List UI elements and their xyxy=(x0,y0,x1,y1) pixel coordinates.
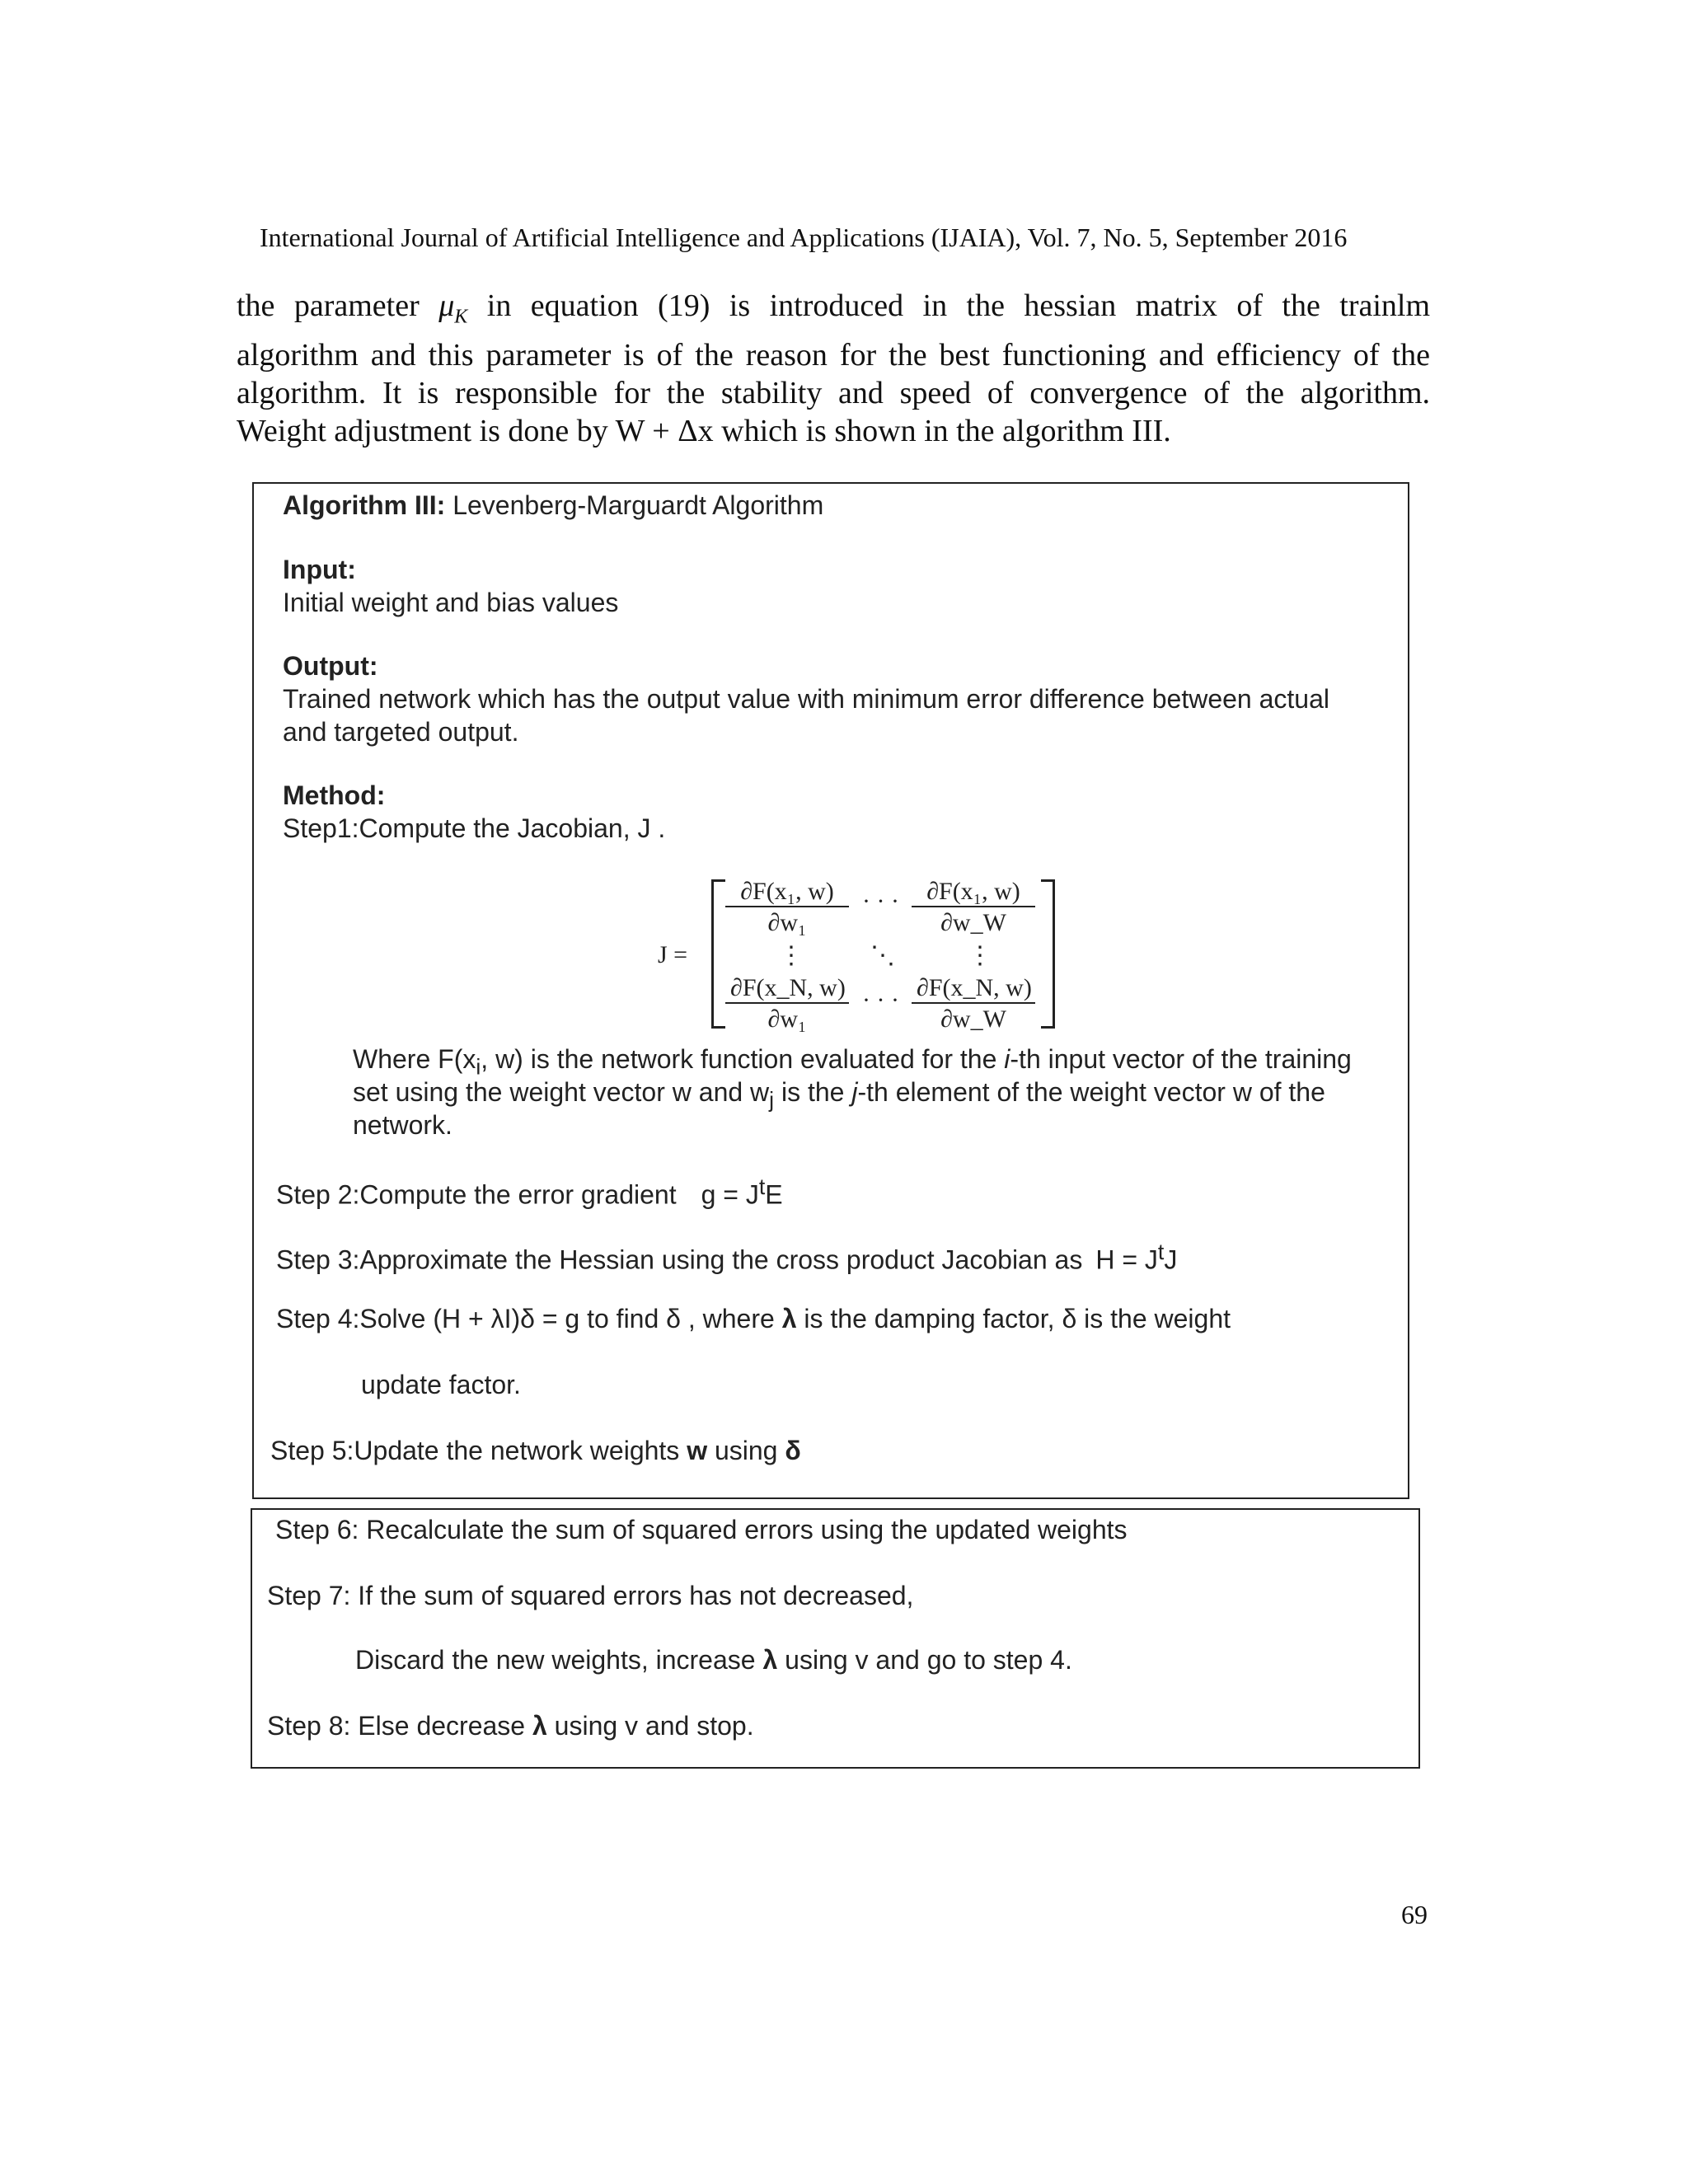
algorithm-title-label: Algorithm III: xyxy=(283,490,446,520)
output-label: Output: xyxy=(283,651,378,681)
subscript-i: i xyxy=(476,1054,481,1080)
ddots-center: ⋱ xyxy=(870,942,895,969)
subscript-j: j xyxy=(769,1087,775,1113)
step-2-eq: E xyxy=(765,1179,783,1210)
italic-i: i xyxy=(1004,1044,1010,1074)
where-line-1 xyxy=(353,1044,1352,1080)
matrix-entry-N1 xyxy=(725,974,849,1033)
intro-line-4: Weight adjustment is done by W + Δx which is shown in the algorithm III. xyxy=(237,413,1171,448)
entry-numerator: ∂F(x_N, w) xyxy=(912,974,1035,1004)
step-8-text: using v and stop. xyxy=(546,1711,754,1741)
step-3-text: Step 3:Approximate the Hessian using the cross product Jacobian as xyxy=(276,1244,1083,1275)
step-4-text: Step 4:Solve (H + λI)δ = g to find δ , where xyxy=(276,1304,782,1333)
input-label: Input: xyxy=(283,555,356,584)
vdots-right: ⋮ xyxy=(968,942,992,969)
mu-subscript: K xyxy=(454,306,468,328)
algorithm-title-name: Levenberg-Marguardt Algorithm xyxy=(452,490,824,520)
step-7-continued xyxy=(355,1645,1072,1675)
output-text-line-1: Trained network which has the output value with minimum error difference between actual xyxy=(283,684,1329,714)
step-7-text: Discard the new weights, increase xyxy=(355,1645,763,1675)
page-number: 69 xyxy=(1401,1900,1428,1929)
step-8-text: Step 8: Else decrease xyxy=(267,1711,532,1741)
step-7: Step 7: If the sum of squared errors has not decreased, xyxy=(267,1581,914,1610)
entry-denominator: ∂w₁ xyxy=(767,909,807,936)
matrix-lhs: J = xyxy=(658,941,688,968)
step-3-eq: J xyxy=(1164,1244,1178,1275)
hdots-top: · · · xyxy=(862,888,899,915)
weights-w: w xyxy=(687,1436,708,1465)
hdots-bottom: · · · xyxy=(862,987,899,1014)
matrix-entry-11 xyxy=(725,878,849,937)
output-text-line-2: and targeted output. xyxy=(283,717,519,747)
where-text: -th input vector of the training xyxy=(1010,1044,1352,1074)
entry-numerator: ∂F(x₁, w) xyxy=(912,878,1035,907)
step-8 xyxy=(267,1711,754,1741)
lambda-symbol: λ xyxy=(532,1711,547,1741)
step-5-text: Step 5:Update the network weights xyxy=(270,1436,687,1465)
step-3-eq: H = J xyxy=(1095,1244,1158,1275)
intro-paragraph xyxy=(237,287,1430,450)
intro-text: in equation (19) is introduced in the hessian matrix of the trainlm xyxy=(486,288,1431,323)
step-4 xyxy=(276,1304,1231,1334)
lambda-symbol: λ xyxy=(762,1645,778,1675)
step-2-eq: g = J xyxy=(701,1179,759,1210)
vdots-left: ⋮ xyxy=(779,942,804,969)
lambda-symbol: λ xyxy=(781,1304,797,1333)
algorithm-box-continued xyxy=(251,1508,1420,1769)
entry-numerator: ∂F(x₁, w) xyxy=(725,878,849,907)
step-5-text: using xyxy=(707,1436,785,1465)
intro-line-1 xyxy=(237,287,1430,336)
where-text: Where F(x xyxy=(353,1044,476,1074)
entry-numerator: ∂F(x_N, w) xyxy=(725,974,849,1004)
where-line-3: network. xyxy=(353,1110,452,1140)
transpose-sup: t xyxy=(758,1174,766,1199)
mu-k-symbol xyxy=(438,288,468,328)
matrix-right-bracket xyxy=(1041,879,1055,1029)
delta-symbol: δ xyxy=(785,1436,801,1465)
step-2 xyxy=(276,1174,783,1211)
matrix-entry-NW xyxy=(912,974,1035,1033)
entry-denominator: ∂w₁ xyxy=(767,1005,807,1033)
where-text: , w) is the network function evaluated for the xyxy=(481,1044,1005,1074)
italic-j: j xyxy=(851,1077,858,1107)
transpose-sup: t xyxy=(1157,1240,1165,1264)
journal-header: International Journal of Artificial Intelligence and Applications (IJAIA), Vol. 7, No. 5, September 2016 xyxy=(260,223,1348,252)
step-7-text: using v and go to step 4. xyxy=(777,1645,1072,1675)
step-6: Step 6: Recalculate the sum of squared errors using the updated weights xyxy=(275,1515,1128,1544)
mu-symbol: μ xyxy=(438,288,455,323)
intro-line-3: algorithm. It is responsible for the stability and speed of convergence of the algorithm. xyxy=(237,375,1430,410)
where-text: -th element of the weight vector w of the xyxy=(857,1077,1325,1107)
entry-denominator: ∂w_W xyxy=(940,909,1006,936)
where-text: set using the weight vector w and w xyxy=(353,1077,770,1107)
step-4-continued: update factor. xyxy=(361,1370,521,1399)
matrix-left-bracket xyxy=(711,879,725,1029)
step-2-text: Step 2:Compute the error gradient xyxy=(276,1179,677,1210)
input-text: Initial weight and bias values xyxy=(283,588,619,617)
intro-line-2: algorithm and this parameter is of the reason for the best functioning and efficiency of the xyxy=(237,337,1430,373)
algorithm-box xyxy=(252,482,1409,1499)
intro-text: the parameter xyxy=(237,288,420,323)
step-5 xyxy=(270,1436,801,1466)
step-3 xyxy=(276,1240,1177,1276)
entry-denominator: ∂w_W xyxy=(940,1005,1006,1033)
jacobian-matrix xyxy=(254,484,1408,1061)
method-label: Method: xyxy=(283,780,386,810)
where-line-2 xyxy=(353,1077,1325,1113)
step-4-text: is the damping factor, δ is the weight xyxy=(796,1304,1231,1333)
matrix-entry-1W xyxy=(912,878,1035,937)
where-text: is the xyxy=(774,1077,852,1107)
step-1: Step1:Compute the Jacobian, J . xyxy=(283,813,666,843)
